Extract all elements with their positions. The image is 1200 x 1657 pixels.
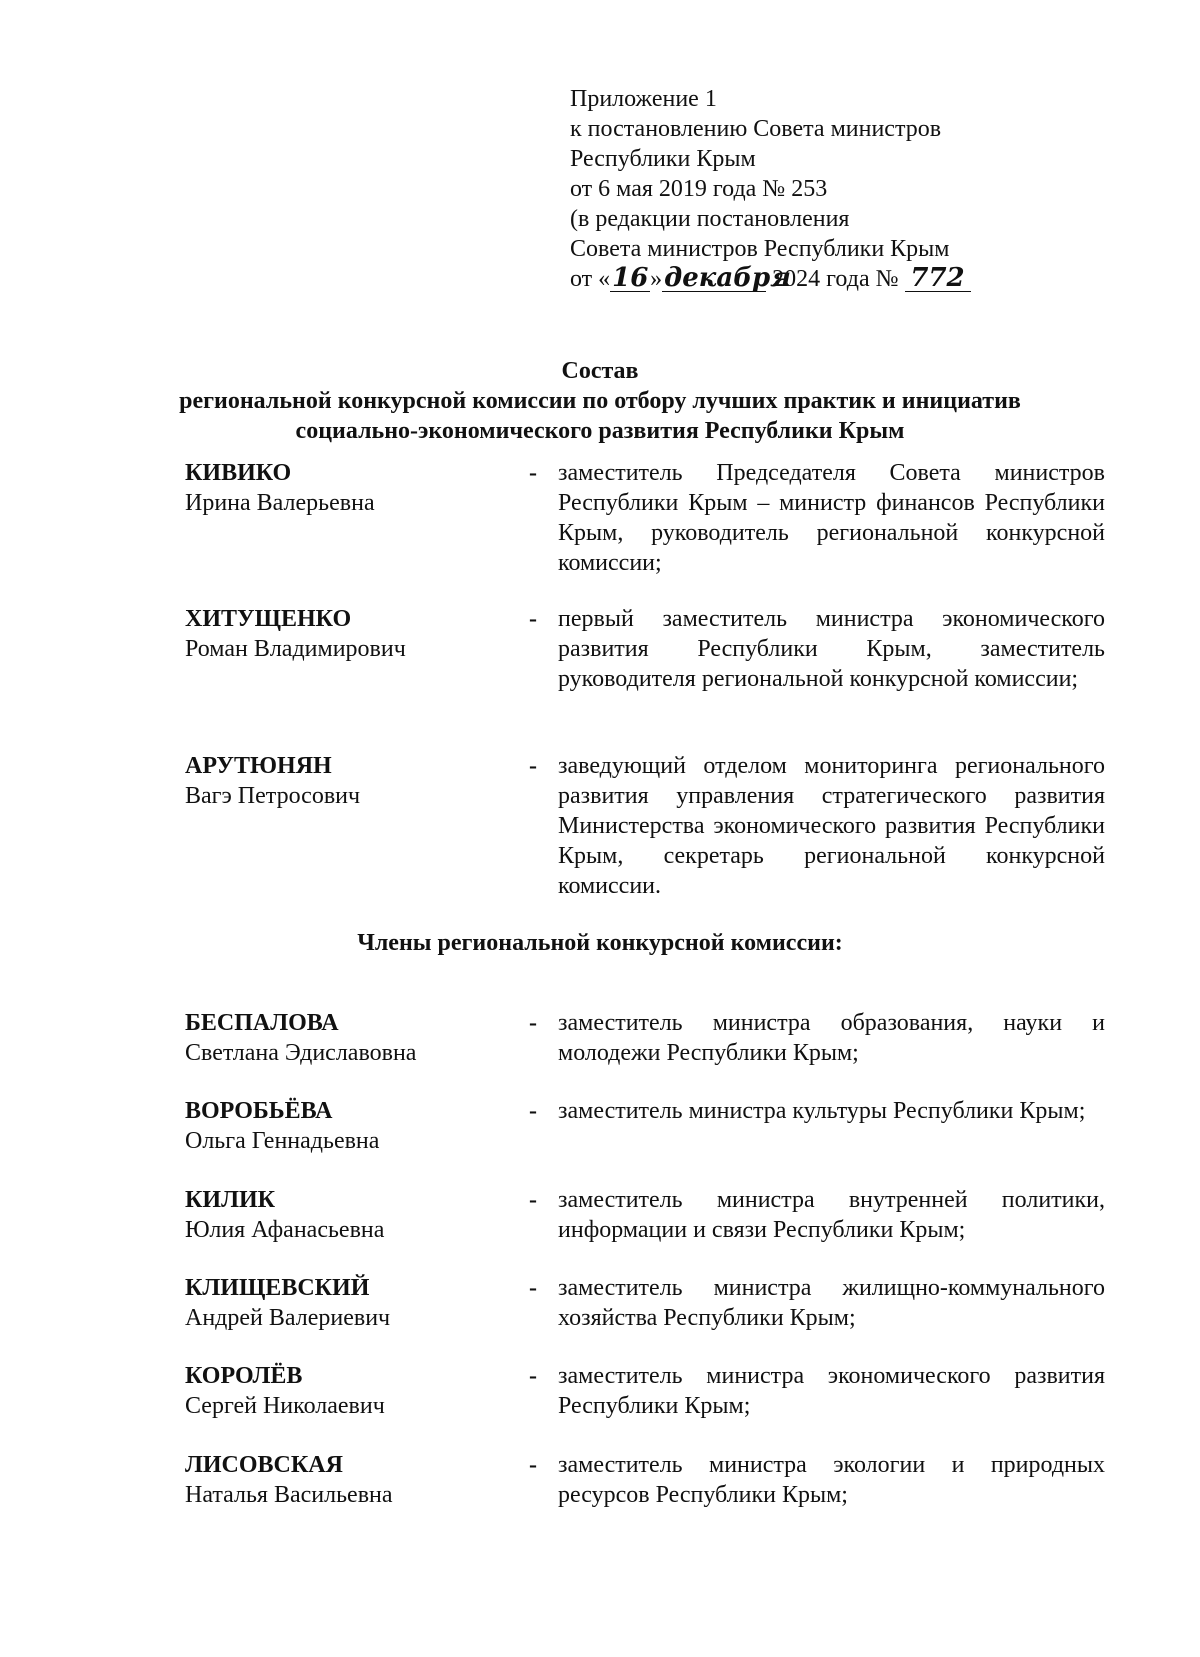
person-name	[185, 1273, 515, 1333]
date-prefix: от «	[570, 266, 611, 292]
person-surname: ВОРОБЬЁВА	[185, 1098, 333, 1124]
appendix-line: от 6 мая 2019 года № 253	[570, 176, 828, 202]
person-role: первый заместитель министра экономического развития Республики Крым, заместитель руководителя региональной конкурсной комиссии;	[558, 606, 1105, 692]
person-given-name: Андрей Валериевич	[185, 1305, 391, 1331]
title-line: социально-экономического развития Республики Крым	[295, 418, 905, 444]
person-surname: КИЛИК	[185, 1187, 276, 1213]
entry-dash: -	[529, 460, 537, 486]
person-role: заместитель министра жилищно-коммунального хозяйства Республики Крым;	[558, 1275, 1105, 1331]
person-name	[185, 604, 515, 664]
person-role: заместитель министра культуры Республики Крым;	[558, 1098, 1086, 1124]
person-role: заместитель министра внутренней политики, информации и связи Республики Крым;	[558, 1187, 1105, 1243]
person-given-name: Ирина Валерьевна	[185, 490, 375, 516]
entry-dash: -	[529, 1098, 537, 1124]
person-surname: БЕСПАЛОВА	[185, 1010, 339, 1036]
person-role: заместитель Председателя Совета министров Республики Крым – министр финансов Республики Крым, руководитель региональной конкурсной комиссии;	[558, 460, 1105, 576]
document-title	[0, 356, 1200, 446]
appendix-line: (в редакции постановления	[570, 206, 850, 232]
entry-dash: -	[529, 1010, 537, 1036]
appendix-line: Совета министров Республики Крым	[570, 236, 950, 262]
person-name	[185, 751, 515, 811]
entry-dash: -	[529, 1187, 537, 1213]
person-surname: КОРОЛЁВ	[185, 1363, 303, 1389]
entry-dash: -	[529, 1452, 537, 1478]
handwritten-day: 16	[612, 263, 649, 293]
person-role: заместитель министра экономического развития Республики Крым;	[558, 1363, 1105, 1419]
person-given-name: Наталья Васильевна	[185, 1482, 393, 1508]
person-name	[185, 1185, 515, 1245]
title-line: Состав	[561, 358, 639, 384]
person-role: заместитель министра экологии и природных ресурсов Республики Крым;	[558, 1452, 1105, 1508]
appendix-line: к постановлению Совета министров	[570, 116, 942, 142]
appendix-line: Приложение 1	[570, 86, 717, 112]
entry-dash: -	[529, 606, 537, 632]
entry-dash: -	[529, 1275, 537, 1301]
person-given-name: Сергей Николаевич	[185, 1393, 385, 1419]
person-surname: КЛИЩЕВСКИЙ	[185, 1275, 370, 1301]
handwritten-doc-number: 772	[905, 265, 971, 292]
entry-dash: -	[529, 753, 537, 779]
person-name	[185, 1450, 515, 1510]
date-suffix: 2024 года №	[766, 266, 905, 292]
person-surname: КИВИКО	[185, 460, 292, 486]
amendment-date-line	[570, 264, 1050, 294]
person-name	[185, 1096, 515, 1156]
person-given-name: Светлана Эдиславовна	[185, 1040, 417, 1066]
date-mid: »	[650, 266, 663, 292]
person-given-name: Вагэ Петросович	[185, 783, 361, 809]
appendix-header	[570, 84, 1050, 294]
person-surname: АРУТЮНЯН	[185, 753, 332, 779]
handwritten-month: декабря	[664, 263, 791, 293]
person-given-name: Ольга Геннадьевна	[185, 1128, 380, 1154]
person-role: заместитель министра образования, науки и молодежи Республики Крым;	[558, 1010, 1105, 1066]
person-surname: ЛИСОВСКАЯ	[185, 1452, 343, 1478]
entry-dash: -	[529, 1363, 537, 1389]
title-line: региональной конкурсной комиссии по отбору лучших практик и инициатив	[179, 388, 1021, 414]
person-given-name: Роман Владимирович	[185, 636, 406, 662]
person-name	[185, 458, 515, 518]
person-surname: ХИТУЩЕНКО	[185, 606, 352, 632]
members-heading: Члены региональной конкурсной комиссии:	[357, 930, 843, 956]
person-role: заведующий отделом мониторинга регионального развития управления стратегического развития Министерства экономического развития Республики Крым, секретарь региональной конкурсной комиссии.	[558, 753, 1105, 899]
person-name	[185, 1008, 515, 1068]
appendix-line: Республики Крым	[570, 146, 756, 172]
person-name	[185, 1361, 515, 1421]
person-given-name: Юлия Афанасьевна	[185, 1217, 385, 1243]
